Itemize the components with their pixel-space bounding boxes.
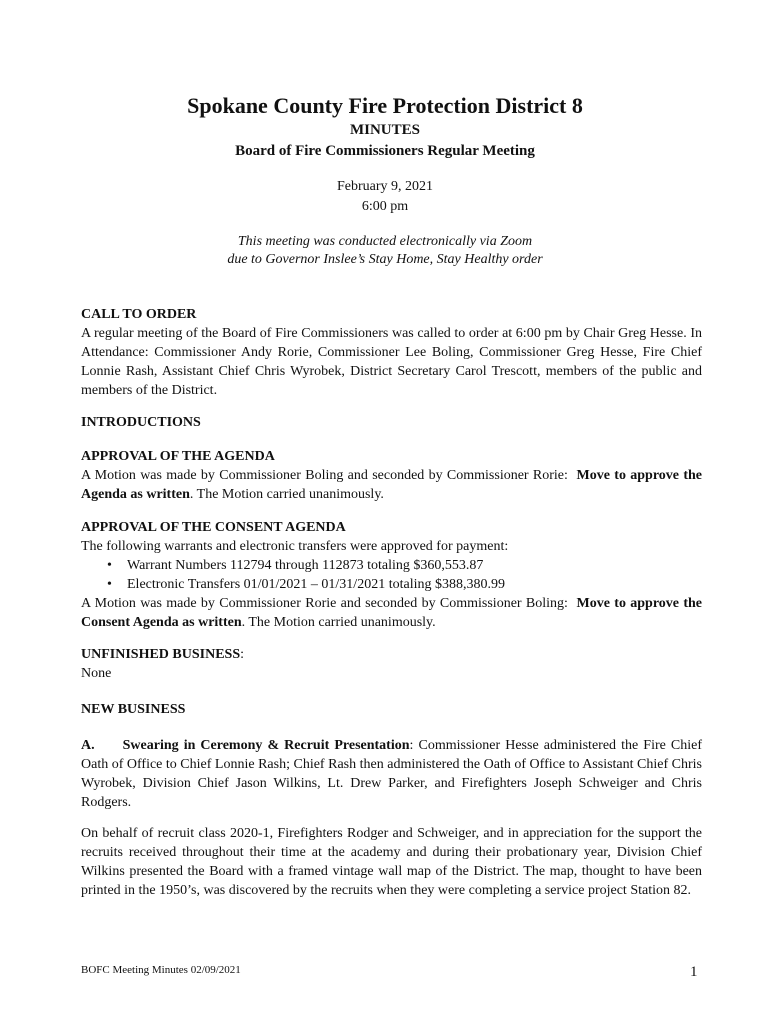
zoom-note-line2: due to Governor Inslee’s Stay Home, Stay Healthy order	[227, 252, 543, 267]
meeting-time: 6:00 pm	[361, 199, 409, 214]
unfinished-business-section	[81, 645, 702, 683]
new-business-heading: NEW BUSINESS	[81, 702, 186, 717]
call-to-order-heading: CALL TO ORDER	[81, 307, 197, 322]
introductions-heading: INTRODUCTIONS	[81, 415, 201, 430]
unfinished-business-text: None	[81, 666, 112, 681]
list-item: • Electronic Transfers 01/01/2021 – 01/31/2021 totaling $388,380.99	[127, 575, 702, 594]
approval-agenda-result: . The Motion carried unanimously.	[189, 487, 384, 502]
zoom-note-line1: This meeting was conducted electronically via Zoom	[237, 234, 533, 249]
meeting-date: February 9, 2021	[336, 179, 434, 194]
list-item: • Warrant Numbers 112794 through 112873 totaling $360,553.87	[127, 556, 702, 575]
item-a-text: : Commissioner Hesse administered the Fire Chief Oath of Office to Chief Lonnie Rash; Chief Rash then administered the Oath of Office to Assistant Chief Chris Wyrobek, Division Chief Jason Wilkins, Lt. Drew Parker, and Firefighters Joseph Schweiger and Chris Rodgers.	[81, 738, 703, 810]
consent-agenda-result: . The Motion carried unanimously.	[241, 615, 436, 630]
document-title: Spokane County Fire Protection District 8	[187, 93, 583, 118]
new-business-paragraph: On behalf of recruit class 2020-1, Firefighters Rodger and Schweiger, and in appreciation for the support the recruits received throughout their time at the academy and during their probationary year, Division Chief Wilkins presented the Board with a framed vintage wall map of the District. The map, thought to have been printed in the 1950’s, was discovered by the recruits when they were completing a service project Station 82.	[81, 826, 702, 898]
approval-agenda-section	[81, 447, 702, 504]
footer-label: BOFC Meeting Minutes 02/09/2021	[81, 964, 241, 976]
consent-agenda-heading: APPROVAL OF THE CONSENT AGENDA	[81, 520, 346, 535]
approval-agenda-paragraph	[81, 466, 702, 504]
page-number: 1	[690, 964, 698, 980]
approval-agenda-heading: APPROVAL OF THE AGENDA	[81, 449, 275, 464]
unfinished-business-heading: UNFINISHED BUSINESS	[81, 647, 241, 662]
item-a-letter: A.	[81, 738, 95, 753]
new-business-item-a	[81, 736, 702, 812]
call-to-order-section	[81, 305, 702, 400]
approval-agenda-motion: Move to approve the Agenda as written	[81, 468, 702, 502]
item-a-title: Swearing in Ceremony & Recruit Presentation	[122, 738, 410, 753]
consent-agenda-list	[81, 556, 702, 594]
unfinished-business-heading-line	[81, 645, 702, 664]
consent-agenda-text: A Motion was made by Commissioner Rorie and seconded by Commissioner Boling:	[81, 596, 568, 611]
minutes-label: MINUTES	[349, 122, 420, 138]
meeting-title: Board of Fire Commissioners Regular Meeting	[235, 143, 535, 159]
consent-agenda-section	[81, 518, 702, 632]
consent-agenda-intro: The following warrants and electronic transfers were approved for payment:	[81, 539, 509, 554]
unfinished-business-colon: :	[240, 647, 244, 662]
call-to-order-text: A regular meeting of the Board of Fire Commissioners was called to order at 6:00 pm by Chair Greg Hesse. In Attendance: Commissioner Andy Rorie, Commissioner Lee Boling, Commissioner Greg Hesse, Fire Chief Lonnie Rash, Assistant Chief Chris Wyrobek, District Secretary Carol Trescott, members of the public and members of the District.	[81, 326, 702, 398]
approval-agenda-text: A Motion was made by Commissioner Boling and seconded by Commissioner Rorie:	[81, 468, 568, 483]
consent-agenda-paragraph	[81, 594, 702, 632]
consent-agenda-motion: Move to approve the Consent Agenda as written	[81, 596, 702, 630]
